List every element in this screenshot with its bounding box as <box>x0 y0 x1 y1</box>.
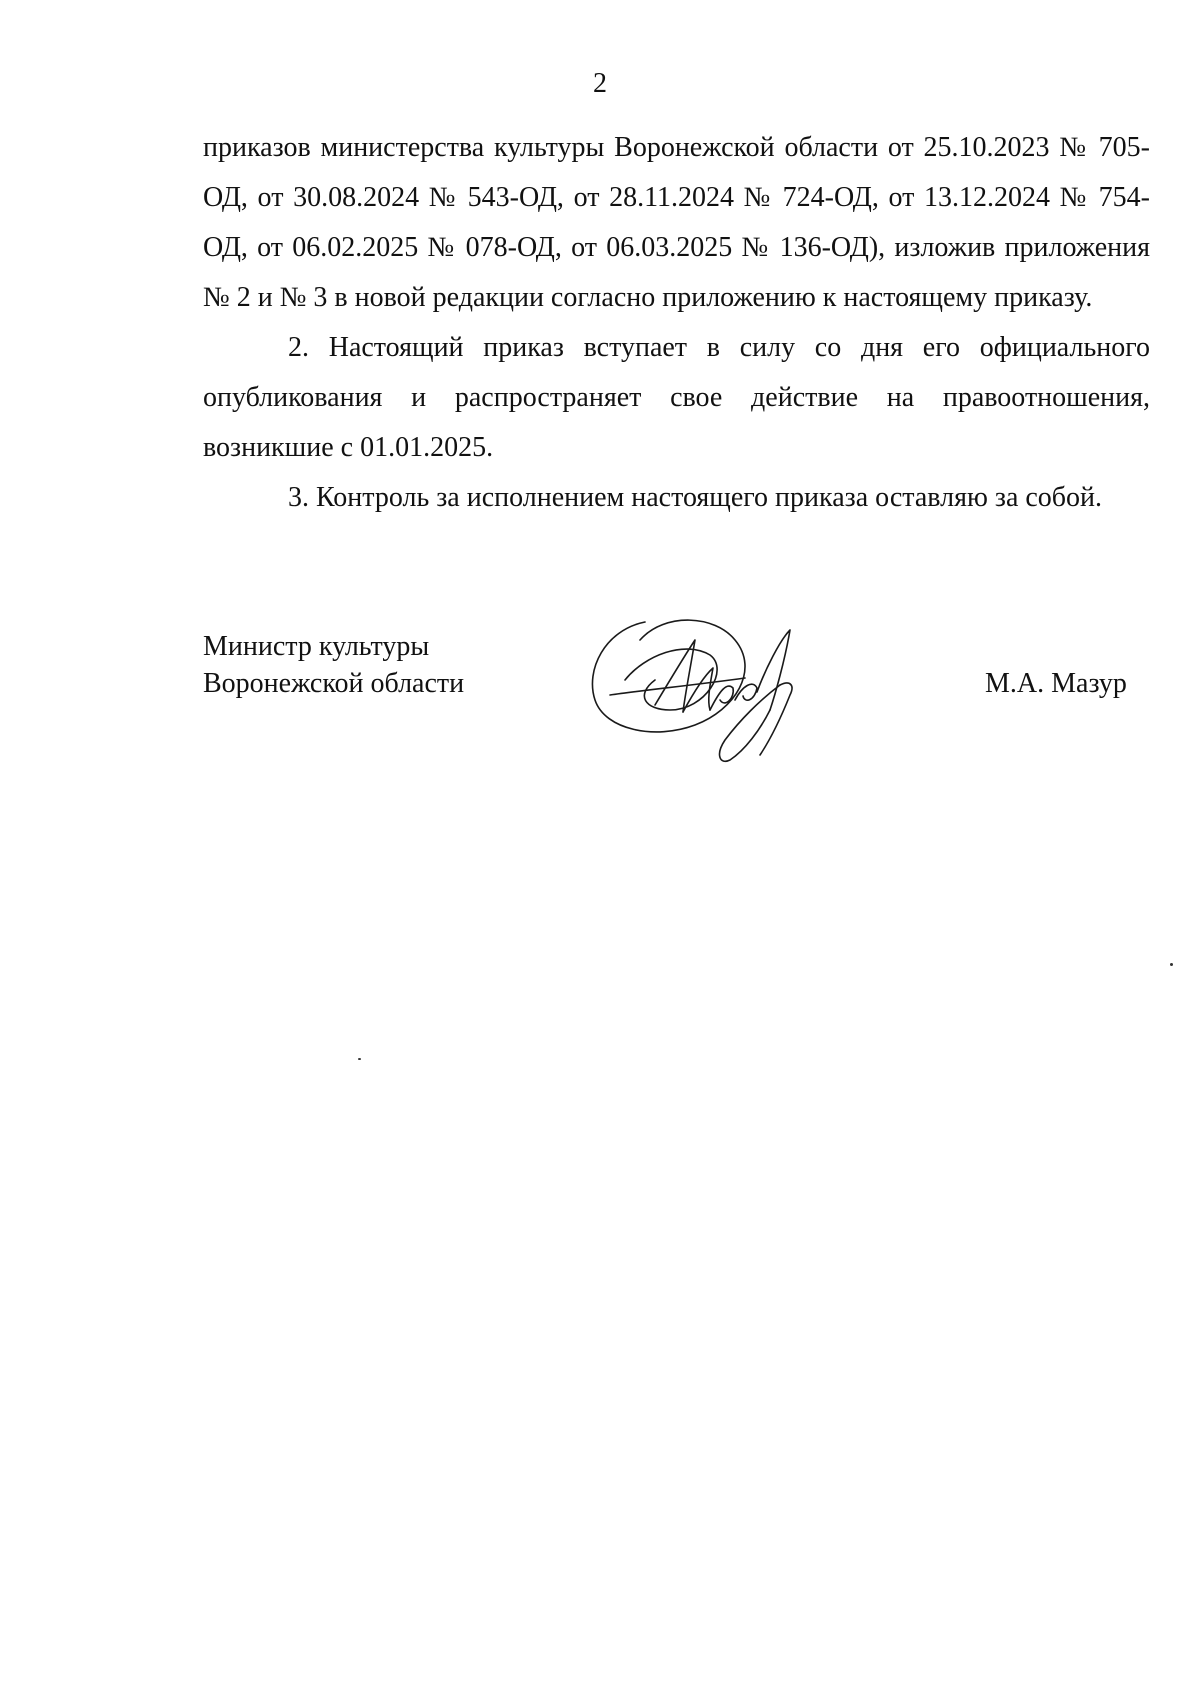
paragraph-line: 3. Контроль за исполнением настоящего приказа оставляю за собой. <box>288 482 1103 513</box>
paragraph-line: приказов министерства культуры Воронежской области от 25.10.2023 № 705- <box>203 132 1150 163</box>
signatory-position-line: Министр культуры <box>203 631 430 662</box>
signatory-name: М.А. Мазур <box>985 668 1127 699</box>
paragraph-line: опубликования и распространяет свое действие на правоотношения, <box>203 382 1150 413</box>
paragraph-line: ОД, от 30.08.2024 № 543-ОД, от 28.11.2024 № 724-ОД, от 13.12.2024 № 754- <box>203 182 1150 213</box>
document-body <box>203 123 1150 523</box>
paragraph-line: № 2 и № 3 в новой редакции согласно приложению к настоящему приказу. <box>203 282 1093 313</box>
paragraph-3 <box>203 473 1150 523</box>
page-number: 2 <box>593 68 607 99</box>
paragraph-line: возникшие с 01.01.2025. <box>203 432 494 463</box>
scan-speck <box>358 1058 361 1060</box>
paragraph-line: 2. Настоящий приказ вступает в силу со дня его официального <box>288 332 1150 363</box>
paragraph-2 <box>203 323 1150 473</box>
paragraph-1 <box>203 123 1150 323</box>
signatory-position <box>203 628 464 702</box>
paragraph-line: ОД, от 06.02.2025 № 078-ОД, от 06.03.2025 № 136-ОД), изложив приложения <box>203 232 1150 263</box>
signatory-position-line: Воронежской области <box>203 668 465 699</box>
handwritten-signature <box>585 600 830 770</box>
scan-speck <box>1170 963 1173 966</box>
